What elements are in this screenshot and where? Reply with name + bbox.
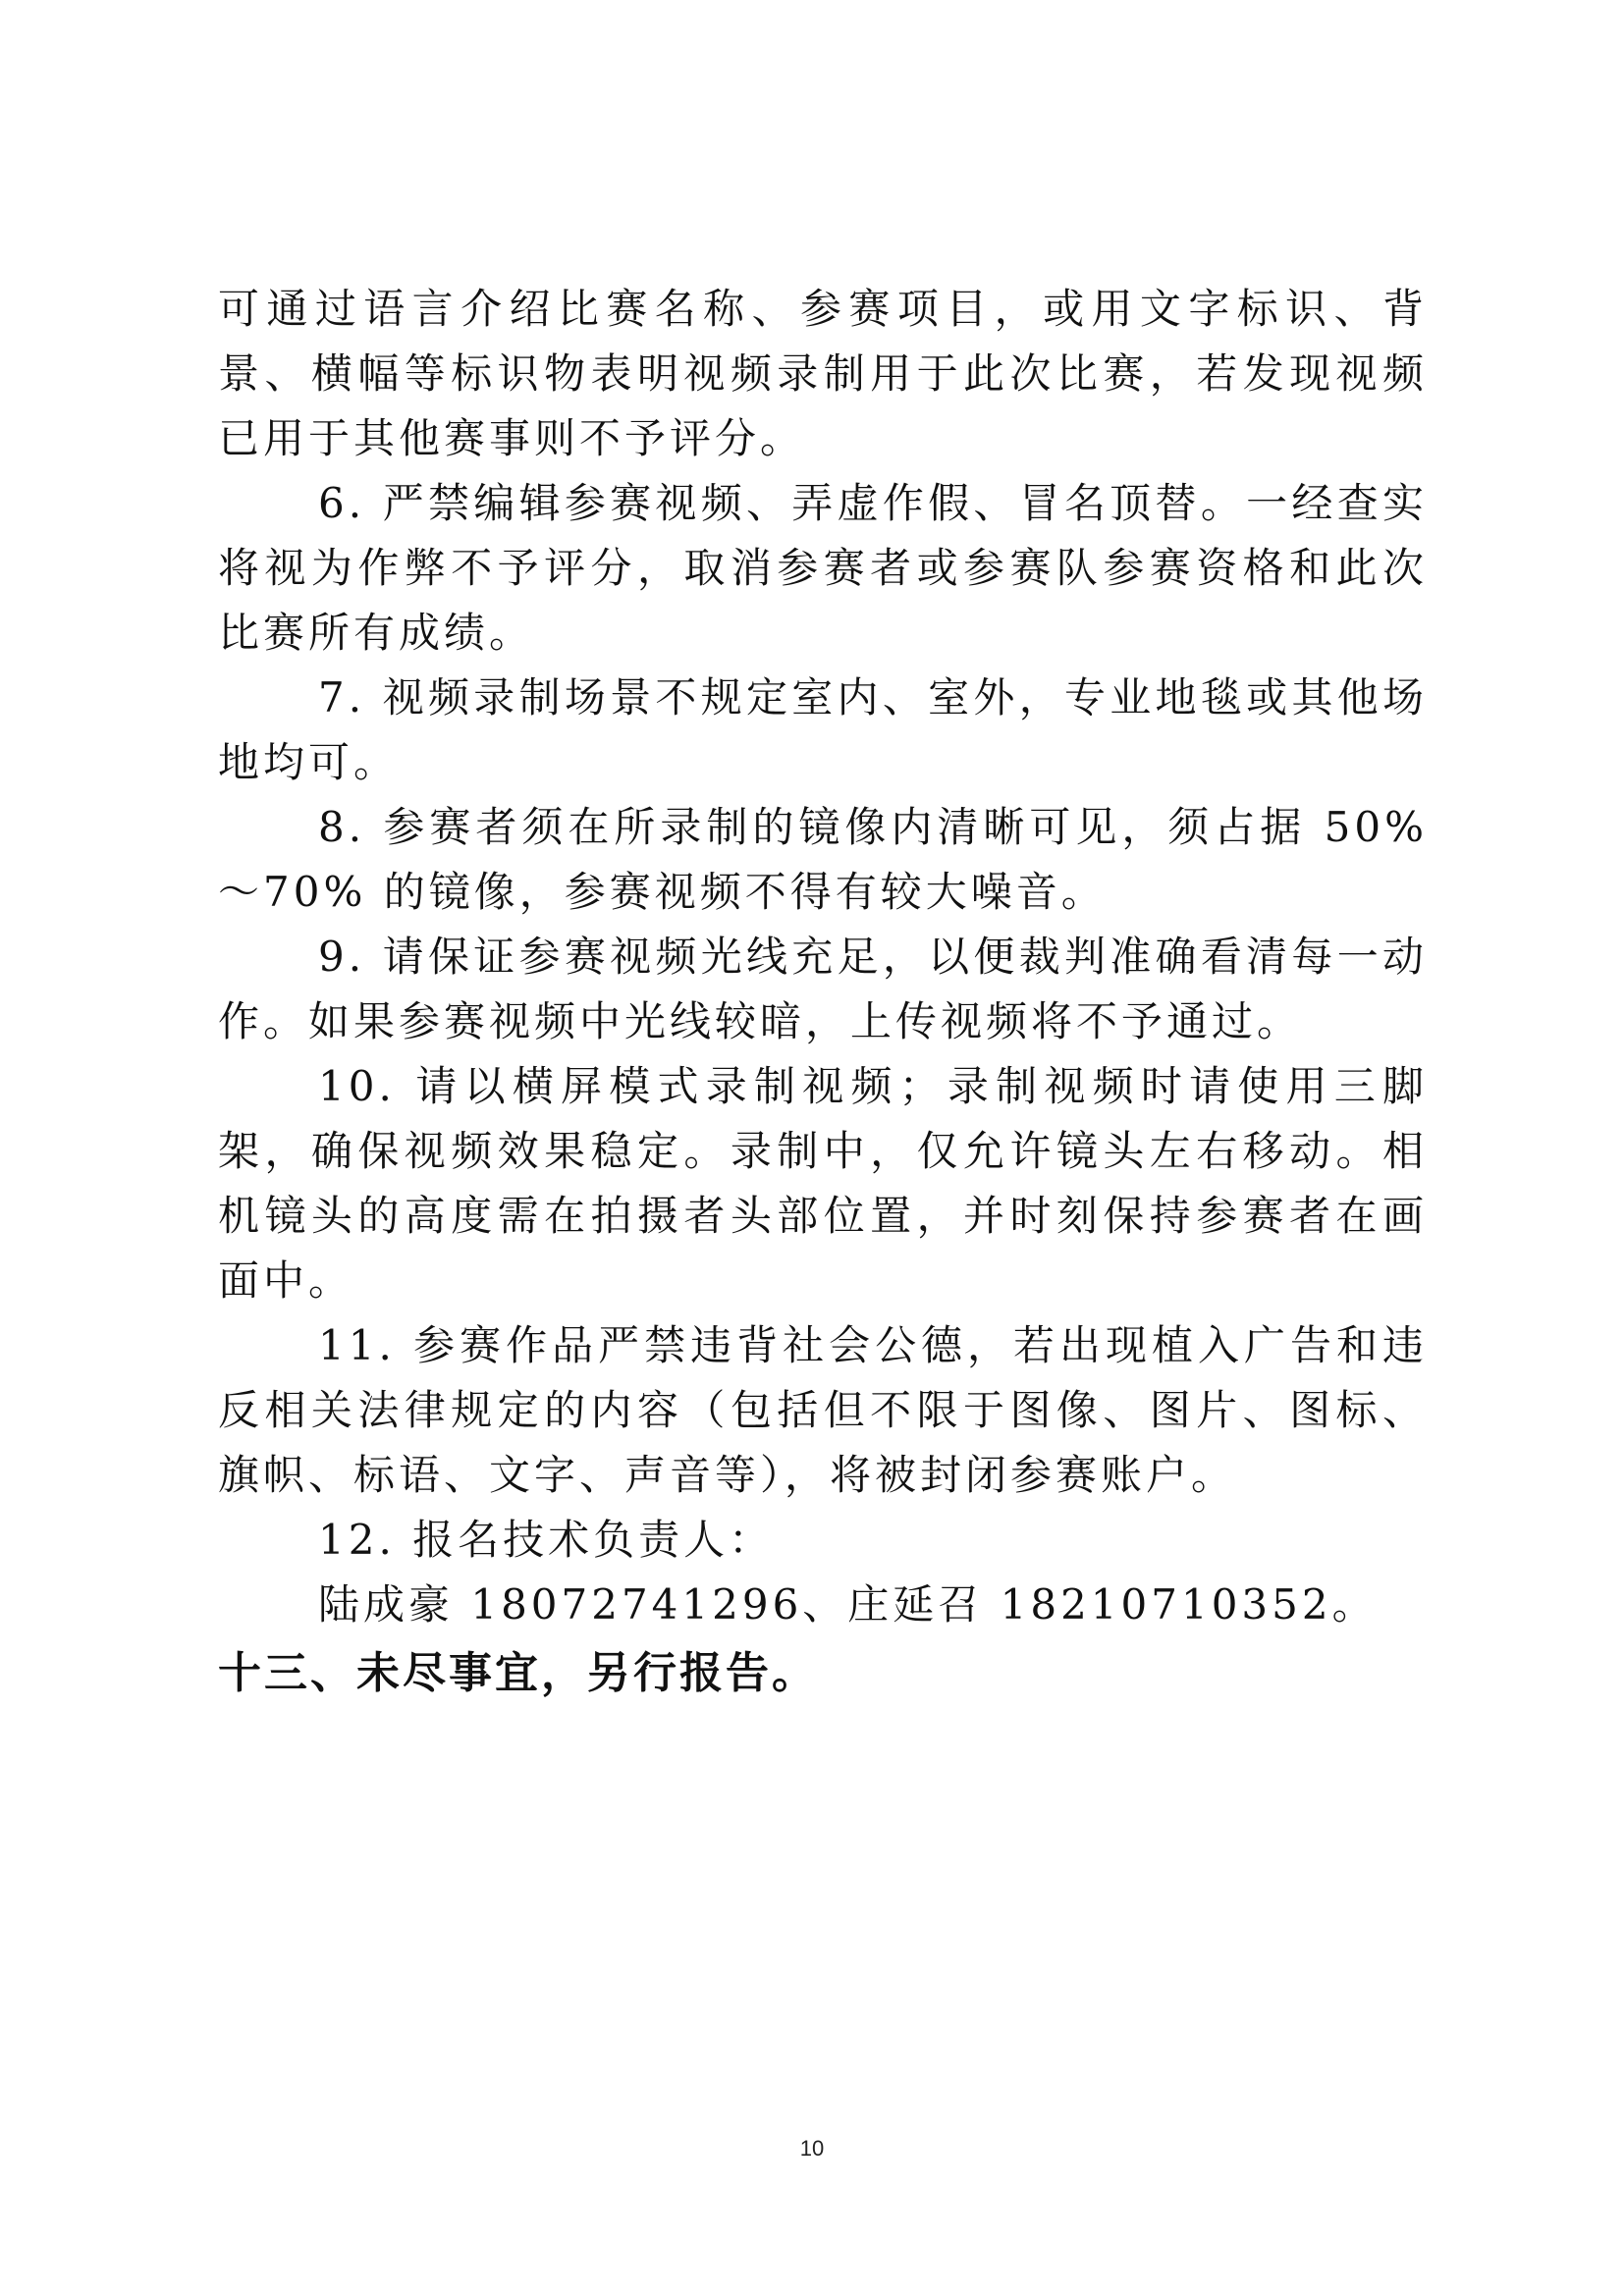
document-body: [218, 277, 1428, 1708]
paragraph-rule-6: 6. 严禁编辑参赛视频、弄虚作假、冒名顶替。一经查实将视为作弊不予评分，取消参赛者或参赛队参赛资格和此次比赛所有成绩。: [218, 479, 1428, 657]
paragraph-rule-8: 8. 参赛者须在所录制的镜像内清晰可见，须占据 50%～70% 的镜像，参赛视频不得有较大噪音。: [218, 803, 1428, 916]
page-number: 10: [799, 2136, 825, 2161]
section-heading-13: 十三、未尽事宜，另行报告。: [218, 1648, 818, 1698]
paragraph-rule-11: 11. 参赛作品严禁违背社会公德，若出现植入广告和违反相关法律规定的内容（包括但不限于图像、图片、图标、旗帜、标语、文字、声音等），将被封闭参赛账户。: [218, 1321, 1428, 1499]
paragraph-video-identification: 可通过语言介绍比赛名称、参赛项目，或用文字标识、背景、横幅等标识物表明视频录制用于此次比赛，若发现视频已用于其他赛事则不予评分。: [218, 285, 1428, 462]
paragraph-rule-9: 9. 请保证参赛视频光线充足，以便裁判准确看清每一动作。如果参赛视频中光线较暗，上传视频将不予通过。: [218, 933, 1428, 1045]
paragraph-rule-7: 7. 视频录制场景不规定室内、室外，专业地毯或其他场地均可。: [218, 673, 1428, 786]
paragraph-rule-10: 10. 请以横屏模式录制视频；录制视频时请使用三脚架，确保视频效果稳定。录制中，仅允许镜头左右移动。相机镜头的高度需在拍摄者头部位置，并时刻保持参赛者在画面中。: [218, 1062, 1428, 1305]
paragraph-rule-12: 12. 报名技术负责人：: [318, 1516, 775, 1564]
contact-line: 陆成豪 18072741296、庄延召 18210710352。: [318, 1580, 1378, 1629]
